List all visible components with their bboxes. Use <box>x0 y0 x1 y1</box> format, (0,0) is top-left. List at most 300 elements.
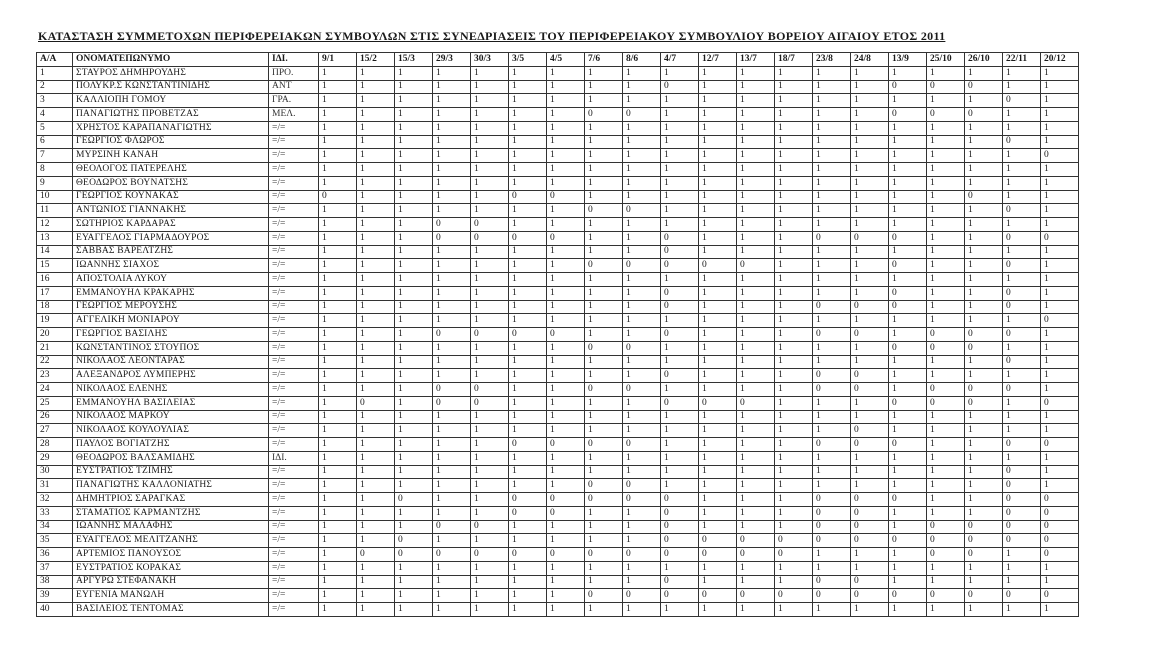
attendance-cell: 1 <box>319 204 357 218</box>
member-name: ΠΑΝΑΓΙΩΤΗΣ ΠΡΟΒΕΤΖΑΣ <box>73 108 269 122</box>
attendance-cell: 0 <box>1003 589 1041 603</box>
attendance-cell: 1 <box>357 589 395 603</box>
attendance-cell: 1 <box>357 561 395 575</box>
row-number: 35 <box>37 534 73 548</box>
header-date: 4/7 <box>661 53 699 67</box>
member-role: =/= <box>269 506 319 520</box>
attendance-cell: 1 <box>699 561 737 575</box>
attendance-cell: 0 <box>927 589 965 603</box>
attendance-cell: 0 <box>889 286 927 300</box>
member-role: =/= <box>269 493 319 507</box>
attendance-cell: 0 <box>813 383 851 397</box>
attendance-cell: 1 <box>471 438 509 452</box>
attendance-cell: 1 <box>1003 218 1041 232</box>
attendance-cell: 1 <box>661 190 699 204</box>
attendance-cell: 1 <box>471 561 509 575</box>
attendance-cell: 1 <box>547 135 585 149</box>
member-name: ΓΕΩΡΓΙΟΣ ΒΑΣΙΛΗΣ <box>73 328 269 342</box>
attendance-cell: 1 <box>775 465 813 479</box>
attendance-cell: 1 <box>357 328 395 342</box>
member-role: =/= <box>269 561 319 575</box>
member-name: ΔΗΜΗΤΡΙΟΣ ΣΑΡΑΓΚΑΣ <box>73 493 269 507</box>
member-role: =/= <box>269 190 319 204</box>
member-name: ΓΕΩΡΓΙΟΣ ΦΛΩΡΟΣ <box>73 135 269 149</box>
attendance-cell: 1 <box>851 355 889 369</box>
attendance-cell: 1 <box>623 94 661 108</box>
attendance-cell: 1 <box>433 121 471 135</box>
member-name: ΣΑΒΒΑΣ ΒΑΡΕΛΤΖΗΣ <box>73 245 269 259</box>
attendance-cell: 1 <box>775 176 813 190</box>
attendance-cell: 1 <box>1041 176 1079 190</box>
attendance-cell: 0 <box>813 520 851 534</box>
member-role: ΓΡΑ. <box>269 94 319 108</box>
attendance-cell: 1 <box>509 575 547 589</box>
attendance-cell: 0 <box>1041 149 1079 163</box>
member-name: ΓΕΩΡΓΙΟΣ ΚΟΥΝΑΚΑΣ <box>73 190 269 204</box>
attendance-cell: 1 <box>357 286 395 300</box>
attendance-cell: 1 <box>357 121 395 135</box>
attendance-cell: 1 <box>357 218 395 232</box>
row-number: 11 <box>37 204 73 218</box>
attendance-cell: 0 <box>509 548 547 562</box>
attendance-cell: 1 <box>319 176 357 190</box>
attendance-cell: 1 <box>395 506 433 520</box>
attendance-cell: 1 <box>547 273 585 287</box>
attendance-cell: 1 <box>737 163 775 177</box>
row-number: 10 <box>37 190 73 204</box>
attendance-cell: 1 <box>585 396 623 410</box>
attendance-cell: 1 <box>547 520 585 534</box>
attendance-cell: 1 <box>395 561 433 575</box>
attendance-cell: 1 <box>889 383 927 397</box>
attendance-cell: 1 <box>775 438 813 452</box>
attendance-cell: 0 <box>661 231 699 245</box>
attendance-cell: 1 <box>319 259 357 273</box>
attendance-cell: 0 <box>851 575 889 589</box>
attendance-table <box>36 52 1079 617</box>
attendance-cell: 1 <box>889 506 927 520</box>
attendance-cell: 1 <box>813 561 851 575</box>
attendance-cell: 1 <box>319 561 357 575</box>
attendance-cell: 0 <box>775 589 813 603</box>
attendance-cell: 1 <box>775 149 813 163</box>
attendance-cell: 1 <box>395 438 433 452</box>
attendance-cell: 1 <box>737 438 775 452</box>
attendance-cell: 1 <box>775 603 813 617</box>
attendance-cell: 0 <box>1041 548 1079 562</box>
attendance-cell: 1 <box>661 479 699 493</box>
attendance-cell: 0 <box>1003 383 1041 397</box>
attendance-cell: 1 <box>851 603 889 617</box>
attendance-cell: 1 <box>395 410 433 424</box>
attendance-cell: 0 <box>433 231 471 245</box>
attendance-cell: 1 <box>471 479 509 493</box>
member-role: =/= <box>269 286 319 300</box>
attendance-cell: 1 <box>851 259 889 273</box>
attendance-cell: 1 <box>585 465 623 479</box>
attendance-cell: 1 <box>737 108 775 122</box>
attendance-cell: 1 <box>319 520 357 534</box>
attendance-cell: 1 <box>395 465 433 479</box>
row-number: 15 <box>37 259 73 273</box>
table-row <box>37 328 1079 342</box>
row-number: 19 <box>37 314 73 328</box>
attendance-cell: 1 <box>319 589 357 603</box>
attendance-cell: 0 <box>965 534 1003 548</box>
header-date: 20/12 <box>1041 53 1079 67</box>
attendance-cell: 0 <box>471 383 509 397</box>
attendance-cell: 1 <box>927 369 965 383</box>
attendance-cell: 1 <box>851 314 889 328</box>
attendance-cell: 1 <box>547 176 585 190</box>
attendance-cell: 1 <box>775 259 813 273</box>
attendance-cell: 1 <box>813 465 851 479</box>
attendance-cell: 1 <box>395 451 433 465</box>
attendance-cell: 0 <box>1041 314 1079 328</box>
attendance-cell: 1 <box>471 190 509 204</box>
attendance-cell: 1 <box>319 341 357 355</box>
attendance-cell: 1 <box>699 176 737 190</box>
header-row <box>37 53 1079 67</box>
member-name: ΕΥΑΓΓΕΛΟΣ ΓΙΑΡΜΑΔΟΥΡΟΣ <box>73 231 269 245</box>
attendance-cell: 1 <box>395 341 433 355</box>
attendance-cell: 1 <box>585 300 623 314</box>
attendance-cell: 1 <box>813 314 851 328</box>
attendance-cell: 1 <box>395 314 433 328</box>
member-name: ΕΥΑΓΓΕΛΟΣ ΜΕΛΙΤΖΑΝΗΣ <box>73 534 269 548</box>
attendance-cell: 1 <box>471 603 509 617</box>
attendance-cell: 0 <box>1041 493 1079 507</box>
attendance-cell: 1 <box>737 286 775 300</box>
attendance-cell: 1 <box>1041 451 1079 465</box>
attendance-cell: 1 <box>737 383 775 397</box>
attendance-cell: 1 <box>547 204 585 218</box>
attendance-cell: 1 <box>509 273 547 287</box>
row-number: 6 <box>37 135 73 149</box>
member-role: =/= <box>269 548 319 562</box>
attendance-cell: 1 <box>623 603 661 617</box>
attendance-cell: 0 <box>623 438 661 452</box>
member-name: ΑΡΓΥΡΩ ΣΤΕΦΑΝΑΚΗ <box>73 575 269 589</box>
attendance-cell: 1 <box>927 245 965 259</box>
table-row <box>37 286 1079 300</box>
attendance-cell: 1 <box>547 341 585 355</box>
attendance-cell: 1 <box>319 286 357 300</box>
attendance-cell: 1 <box>585 534 623 548</box>
header-date: 15/3 <box>395 53 433 67</box>
header-date: 4/5 <box>547 53 585 67</box>
attendance-cell: 0 <box>661 548 699 562</box>
member-role: =/= <box>269 218 319 232</box>
row-number: 38 <box>37 575 73 589</box>
attendance-cell: 1 <box>319 328 357 342</box>
attendance-cell: 1 <box>471 300 509 314</box>
attendance-cell: 1 <box>1003 190 1041 204</box>
table-row <box>37 451 1079 465</box>
attendance-cell: 1 <box>623 231 661 245</box>
header-date: 24/8 <box>851 53 889 67</box>
attendance-cell: 1 <box>737 451 775 465</box>
attendance-cell: 1 <box>357 534 395 548</box>
attendance-cell: 1 <box>509 108 547 122</box>
attendance-cell: 0 <box>927 328 965 342</box>
attendance-cell: 1 <box>357 259 395 273</box>
member-name: ΜΥΡΣΙΝΗ ΚΑΝΑΗ <box>73 149 269 163</box>
attendance-cell: 1 <box>813 204 851 218</box>
header-date: 15/2 <box>357 53 395 67</box>
attendance-cell: 1 <box>813 80 851 94</box>
attendance-cell: 1 <box>851 410 889 424</box>
attendance-cell: 1 <box>699 424 737 438</box>
member-name: ΚΑΛΛΙΟΠΗ ΓΟΜΟΥ <box>73 94 269 108</box>
attendance-cell: 1 <box>471 66 509 80</box>
attendance-cell: 0 <box>1041 506 1079 520</box>
attendance-cell: 0 <box>471 231 509 245</box>
attendance-cell: 0 <box>661 245 699 259</box>
attendance-cell: 1 <box>1041 273 1079 287</box>
attendance-cell: 1 <box>851 94 889 108</box>
attendance-cell: 1 <box>509 121 547 135</box>
attendance-cell: 1 <box>509 534 547 548</box>
attendance-cell: 1 <box>433 410 471 424</box>
attendance-cell: 0 <box>927 80 965 94</box>
member-role: =/= <box>269 259 319 273</box>
attendance-cell: 0 <box>1003 259 1041 273</box>
attendance-cell: 0 <box>585 438 623 452</box>
attendance-cell: 1 <box>851 190 889 204</box>
attendance-cell: 0 <box>471 218 509 232</box>
attendance-cell: 1 <box>585 451 623 465</box>
attendance-cell: 1 <box>661 66 699 80</box>
header-role: ΙΔΙ. <box>269 53 319 67</box>
member-name: ΚΩΝΣΤΑΝΤΙΝΟΣ ΣΤΟΥΠΟΣ <box>73 341 269 355</box>
attendance-cell: 1 <box>889 66 927 80</box>
attendance-cell: 1 <box>395 273 433 287</box>
attendance-cell: 1 <box>699 286 737 300</box>
attendance-cell: 1 <box>1041 121 1079 135</box>
attendance-cell: 1 <box>737 603 775 617</box>
attendance-cell: 0 <box>737 548 775 562</box>
attendance-cell: 1 <box>585 328 623 342</box>
attendance-cell: 1 <box>471 245 509 259</box>
header-date: 25/10 <box>927 53 965 67</box>
attendance-cell: 1 <box>319 603 357 617</box>
attendance-cell: 1 <box>737 80 775 94</box>
attendance-cell: 1 <box>509 204 547 218</box>
attendance-cell: 1 <box>775 575 813 589</box>
table-row <box>37 231 1079 245</box>
attendance-cell: 0 <box>965 383 1003 397</box>
table-row <box>37 149 1079 163</box>
attendance-cell: 1 <box>471 465 509 479</box>
attendance-cell: 0 <box>889 259 927 273</box>
attendance-cell: 1 <box>357 149 395 163</box>
attendance-cell: 1 <box>585 520 623 534</box>
attendance-cell: 1 <box>585 355 623 369</box>
table-row <box>37 369 1079 383</box>
attendance-cell: 1 <box>737 94 775 108</box>
member-role: =/= <box>269 355 319 369</box>
attendance-cell: 1 <box>661 108 699 122</box>
table-row <box>37 108 1079 122</box>
header-date: 7/6 <box>585 53 623 67</box>
attendance-cell: 1 <box>699 438 737 452</box>
attendance-cell: 1 <box>1003 548 1041 562</box>
attendance-cell: 1 <box>319 121 357 135</box>
table-row <box>37 493 1079 507</box>
attendance-cell: 0 <box>1003 465 1041 479</box>
attendance-cell: 1 <box>965 259 1003 273</box>
attendance-cell: 1 <box>813 273 851 287</box>
attendance-cell: 0 <box>509 328 547 342</box>
attendance-cell: 0 <box>851 369 889 383</box>
attendance-cell: 1 <box>319 548 357 562</box>
member-role: =/= <box>269 603 319 617</box>
attendance-cell: 1 <box>661 149 699 163</box>
attendance-cell: 1 <box>737 465 775 479</box>
attendance-cell: 1 <box>547 149 585 163</box>
attendance-cell: 0 <box>661 520 699 534</box>
attendance-cell: 1 <box>813 479 851 493</box>
row-number: 24 <box>37 383 73 397</box>
attendance-cell: 0 <box>547 231 585 245</box>
row-number: 12 <box>37 218 73 232</box>
attendance-cell: 1 <box>813 176 851 190</box>
attendance-cell: 1 <box>623 163 661 177</box>
attendance-cell: 0 <box>737 589 775 603</box>
attendance-cell: 1 <box>813 121 851 135</box>
attendance-cell: 1 <box>851 341 889 355</box>
attendance-cell: 1 <box>775 245 813 259</box>
attendance-cell: 0 <box>1041 534 1079 548</box>
attendance-cell: 0 <box>509 190 547 204</box>
attendance-cell: 1 <box>889 410 927 424</box>
attendance-cell: 0 <box>1003 438 1041 452</box>
attendance-cell: 1 <box>433 259 471 273</box>
attendance-cell: 1 <box>623 506 661 520</box>
attendance-cell: 0 <box>965 108 1003 122</box>
attendance-cell: 1 <box>509 479 547 493</box>
member-role: ΑΝΤ <box>269 80 319 94</box>
attendance-cell: 1 <box>1041 424 1079 438</box>
attendance-cell: 1 <box>319 396 357 410</box>
attendance-cell: 0 <box>737 534 775 548</box>
member-name: ΘΕΟΔΩΡΟΣ ΒΟΥΝΑΤΣΗΣ <box>73 176 269 190</box>
attendance-cell: 1 <box>737 493 775 507</box>
attendance-cell: 0 <box>509 438 547 452</box>
attendance-cell: 1 <box>433 479 471 493</box>
attendance-cell: 1 <box>585 245 623 259</box>
attendance-cell: 0 <box>1041 231 1079 245</box>
attendance-cell: 1 <box>319 300 357 314</box>
attendance-cell: 1 <box>775 300 813 314</box>
attendance-cell: 1 <box>509 176 547 190</box>
attendance-cell: 1 <box>889 245 927 259</box>
attendance-cell: 0 <box>851 506 889 520</box>
attendance-cell: 1 <box>585 410 623 424</box>
attendance-cell: 1 <box>357 163 395 177</box>
attendance-cell: 1 <box>547 479 585 493</box>
header-date: 3/5 <box>509 53 547 67</box>
attendance-cell: 1 <box>965 575 1003 589</box>
attendance-cell: 0 <box>813 575 851 589</box>
attendance-cell: 1 <box>395 355 433 369</box>
attendance-cell: 0 <box>851 534 889 548</box>
attendance-cell: 1 <box>851 465 889 479</box>
table-row <box>37 341 1079 355</box>
attendance-cell: 0 <box>813 300 851 314</box>
attendance-cell: 1 <box>319 506 357 520</box>
attendance-cell: 1 <box>1041 190 1079 204</box>
attendance-cell: 1 <box>737 424 775 438</box>
attendance-cell: 0 <box>471 548 509 562</box>
attendance-cell: 1 <box>889 465 927 479</box>
attendance-cell: 1 <box>547 108 585 122</box>
attendance-cell: 1 <box>357 465 395 479</box>
attendance-cell: 0 <box>623 548 661 562</box>
attendance-cell: 1 <box>813 94 851 108</box>
attendance-cell: 1 <box>547 383 585 397</box>
attendance-cell: 1 <box>927 94 965 108</box>
attendance-cell: 1 <box>737 204 775 218</box>
attendance-cell: 1 <box>813 548 851 562</box>
attendance-cell: 1 <box>775 80 813 94</box>
attendance-cell: 1 <box>433 603 471 617</box>
attendance-cell: 1 <box>737 520 775 534</box>
attendance-cell: 0 <box>433 548 471 562</box>
attendance-cell: 1 <box>357 135 395 149</box>
attendance-cell: 0 <box>889 341 927 355</box>
attendance-cell: 1 <box>965 231 1003 245</box>
attendance-cell: 1 <box>585 286 623 300</box>
attendance-cell: 1 <box>471 94 509 108</box>
attendance-cell: 1 <box>585 561 623 575</box>
attendance-cell: 0 <box>813 506 851 520</box>
attendance-cell: 1 <box>699 273 737 287</box>
attendance-cell: 0 <box>661 396 699 410</box>
attendance-cell: 1 <box>547 121 585 135</box>
attendance-cell: 1 <box>509 396 547 410</box>
attendance-cell: 1 <box>1041 259 1079 273</box>
attendance-cell: 0 <box>395 548 433 562</box>
attendance-cell: 0 <box>585 383 623 397</box>
attendance-cell: 0 <box>623 479 661 493</box>
attendance-cell: 1 <box>471 176 509 190</box>
attendance-cell: 1 <box>357 603 395 617</box>
attendance-cell: 1 <box>395 259 433 273</box>
attendance-cell: 0 <box>1003 135 1041 149</box>
attendance-cell: 1 <box>661 355 699 369</box>
header-date: 26/10 <box>965 53 1003 67</box>
row-number: 30 <box>37 465 73 479</box>
attendance-cell: 1 <box>889 94 927 108</box>
attendance-cell: 1 <box>433 534 471 548</box>
attendance-cell: 1 <box>661 561 699 575</box>
member-role: =/= <box>269 163 319 177</box>
attendance-cell: 1 <box>1003 245 1041 259</box>
attendance-cell: 1 <box>395 149 433 163</box>
attendance-cell: 1 <box>433 176 471 190</box>
attendance-cell: 1 <box>433 66 471 80</box>
attendance-cell: 1 <box>927 135 965 149</box>
attendance-cell: 1 <box>1003 424 1041 438</box>
header-date: 13/9 <box>889 53 927 67</box>
attendance-cell: 0 <box>851 424 889 438</box>
attendance-cell: 1 <box>509 259 547 273</box>
attendance-cell: 1 <box>661 94 699 108</box>
attendance-cell: 0 <box>509 506 547 520</box>
attendance-cell: 1 <box>547 575 585 589</box>
